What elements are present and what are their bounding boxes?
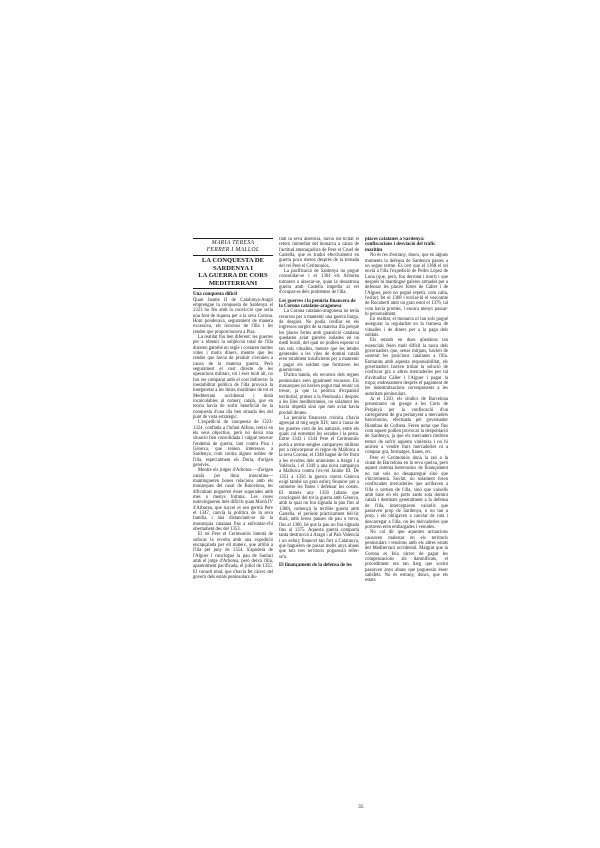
column-1 — [193, 237, 273, 827]
paragraph: La Corona catalano-aragonesa no tenia recursos per a mantenir una guerra llarga, de desgast. No podia confiar en els ingressos sorgits de la mateixa illa perquè les places fortes amb guarnició catalana quedaren aviat gairebé isolades en un medi hostil, del qual no podien esperar ni tan sols vitualles, mentre que les rendes generades a les viles de domini català eren totalment insuficients per a mantenir i pagar els soldats que formaven les guarnicions. — [279, 309, 359, 374]
section-heading: El finançament de la defensa de les — [279, 562, 352, 568]
page-number: 35 — [358, 804, 364, 810]
paragraph: La realitat fou ben diferent: les guerres per a obtenir la subjecció total de l'illa duraren gairebé un segle i costaren moltes vides i molts diners, mentre que les rendes que havia de produir s'esvaïen a causa de la mateixa guerra. Però seguramest el cost directe de les operacions militars, tot i éser molt alt, no fou res comparat amb el cost indirecte: la inestabilitat política de l'illa provocà la inseguretat a les línies marítimes de tot el Mediterrani occidental i donà incalculables al comerç català, que en teoria havia de sortir beneficiat de la conquesta d'una illa ben situada des del punt de vista estratègic. — [193, 335, 273, 420]
paragraph: La penúria financera crònica s'havia agreujat al mig segle XIV, tant a causa de les guerres com de les naturals, entre els quals cal esmentar les secades i la pesta. Entre 1343 i 1344 Pere el Cerimoniós portà a terme sengles campanyes militars per a reincorporar el regne de Mallorca a la seva Corona; el 1348 hagué de fer front a les revoltes dels unionistes a Aragó i a València, i el 1349 a una nova campanya a Mallorca contra l'ex-rei Jaume III. De 1351 a 1356 la guerra contra Gènova exigí també un gran esforç financer per a sotmetre les flotes i defensar les costes. El mateix any 1356 (abans que concloguès del tot la guerra amb Gènova, amb la qual no fou signada la pau fins al 1360), començà la terrible guerra amb Castella, el període pràcticament bèl·lic durà, amb breus pauses de pau o treva, fins al 1366, bé que la pau no fou signada fins al 1375. Aquesta guerra comportà tanta destrucció a Aragó i al País Valencià i un esforç financer tan fort a Catalunya, que haguéren de passar molts anys abans que tots tres territoris poguessin refer-se'n. — [279, 415, 359, 560]
author-name-line-1: MARIA TERESA — [211, 240, 255, 246]
title-line-4: MEDITERRANI — [208, 279, 258, 287]
header-rule-middle — [193, 255, 273, 256]
paragraph: Ja el 1350, els síndics de Barcelona presentaren un greuge a les Corts de Perpinyà per la confiscació d'un carregament de gra pertanyent a mercaders barcelonins, efectuada pel governador Riambau de Corbera. Feren notar que fins com aquest podien provocar la despoblació de Sardenya, ja que els mercaders tindrien temor de sofrir aquesta violència i no hi anirien a vendre llurs mercaderies ni a comprar gra, formatges, llanes, etc. — [365, 397, 448, 456]
paragraph: En realitat, el monarca ni tan sols pogué assegurar la regularitat en la tramesa de vitualles i de diners per a la paga dels soldats. — [365, 317, 448, 339]
paragraph: El rei Pere el Cerimoniós intentà de sufocar la revolta amb una expedició encapçalada per ell mateix, que arribà a l'illa pel juny de 1354. S'apoderà de l'Alguer i conclogué la pau de Sanluri amb el jutge d'Arborea, però deixà l'illa, aparentment pacificada, el juliol de 1355. El consell reial, que s'havia fet càrrec del govern dels estats peninsulars du- — [193, 532, 273, 580]
paragraph: rant la seva absència, havia sol·licitat el retorn immediat del monarca a causa de l'actitud amenaçadora de Pere el Cruel de Castella, que es traduí efectivament en guerra poco mesos després de la tornada del rei Pere el Cerimoniós. — [279, 237, 359, 269]
section-heading: Les guerres i la penúria financera de la Corona catalano-aragonesa — [279, 298, 356, 310]
author-name-line-2: FERRER I MALLOL — [206, 247, 260, 253]
paragraph: Mentre els jutges d'Arborea —d'origen català per línia masculina— mantingueren bones relacions amb els monarques del casal de Barcelona, les dificultats pogueren ésser superades amb més o menys fortuna. Les coses esdevingueren més difícils quan Marià IV d'Arborea, que succeí el seu germà Pere el 1347, canvià la política de la seva família i anà distanciant-se de la monarquia catalana fins a enfrontar-s'hi obertament des del 1353. — [193, 468, 273, 532]
paragraph: Quan Jaume II de Catalunya-Aragó emprengué la conquesta de Sardenya el 1323 ho féu amb la convicció que seria una font de riquesa per a la seva Corona. Hom ponderava, segurament de manera excessiva, els recursos de l'illa i les rendes que proporcionava a Pisa. — [193, 297, 273, 335]
column-3 — [365, 237, 448, 827]
paragraph: Els retards en dues qüestions tan essencials feien molt difícil la tasca dels governadors que, sense mitjans, havien de sostenir les posicions catalanes a l'illa. Enmarats amb aquesta responsabilitat, els governadors havien trobat la solució de confiscar gra o altres mercaderies per tal d'avituallar Càller i l'Alguer i pagar la tropa; endossament després el pagament de les indemnitzacions corresponents a les autoritats peninsulars. — [365, 338, 448, 397]
paragraph: L'expedició de conquesta de 1323-1324, confiada a l'infant Alfons, reeixí en els seus objectius, però no deixà una situació ben consolidada i calgué renovar l'endemà de guerra, tant contra Pisa i Gènova, que tenien interessos a Sardenya, com contra alguns nobles de l'illa, especialment els Doria, d'origen genovès. — [193, 420, 273, 468]
section-heading-continued: places catalanes a Sardenya: confiscacions i desviació del tràfic marítim — [365, 237, 436, 253]
paragraph: La pacificació de Sardenya no pogué consolidar-se i el 1364 els Arborea tornaren a aixecar-se, quan la desastrosa guerra amb Castella impedia al rei d'ocupar-se dels problemes de l'illa. — [279, 268, 359, 296]
paragraph: No cal dir que aquestes actuacions causaven malestar en els territoris peninsulars i tensions amb els altres estats del Mediterrani occidental. Malgrat que la Corona es feia càrrec de pagar les compensacions als damnificats, el procediment era tan llarg que sovint passaven anys abans que poguessin ésser satisfets. No és estrany, doncs, que els estats — [365, 530, 448, 584]
header-rule-top — [193, 238, 273, 239]
title-line-1: LA CONQUESTA DE — [201, 257, 265, 264]
section-heading: Una conquesta difícil — [193, 292, 238, 298]
column-2 — [279, 237, 359, 827]
paragraph: No és res d'estrany, doncs, que en alguns moments la defensa de Sardenya passés a un segon terme. És cert que el 1368 el rei envià a l'illa l'expedició de Pedro López de Luna (que, però, fou derrotat i mort) i que després hi mantingué galeres armades per a defensar les places fortes de Càller i de l'Alguer, però no pogué repetir, com calia, l'esforç fet el 1368 i enviar-hi el vescomte de Rocabertí amb un gran estol el 1376, tal com havia promès, i encara menys passar-hi personalment. — [365, 253, 448, 317]
title-line-2: SARDENYA I — [213, 264, 253, 272]
title-line-3: LA GUERRA DE CORS — [198, 272, 268, 280]
article-header — [193, 238, 273, 289]
paragraph: Pere el Cerimoniós donà la raó a la ciutat de Barcelona en la seva queixa, però aquest sistema heteroodox de finançament no tan sols no desaparegué sinó que s'incrementà. Sovint, no solament foren confiscades mercaderies que arribaven a l'illa o sortien de l'illa, sinó que vaixells amb base en els ports sards sota domini català i destinats generalment a la defensa de l'illa, interceptaven vaixells que passaven prop de Sardenya, o no tan a prop, i els obligaven a canviar de ruta i descarregar a l'illa, on les mercaderies que portaven eren embargades i venudes. — [365, 455, 448, 530]
paragraph: D'altra banda, els recursos dels regnes peninsulars eren igualment escassos. Els monarques no havien pogut mai reunir un tresor, ja que la política d'expansió territorial, primer a la Península i després a les illes mediterrànies, no solament les havia impedit sinó que més aviat havia produït deutes. — [279, 373, 359, 416]
header-rule-bottom — [193, 288, 273, 289]
